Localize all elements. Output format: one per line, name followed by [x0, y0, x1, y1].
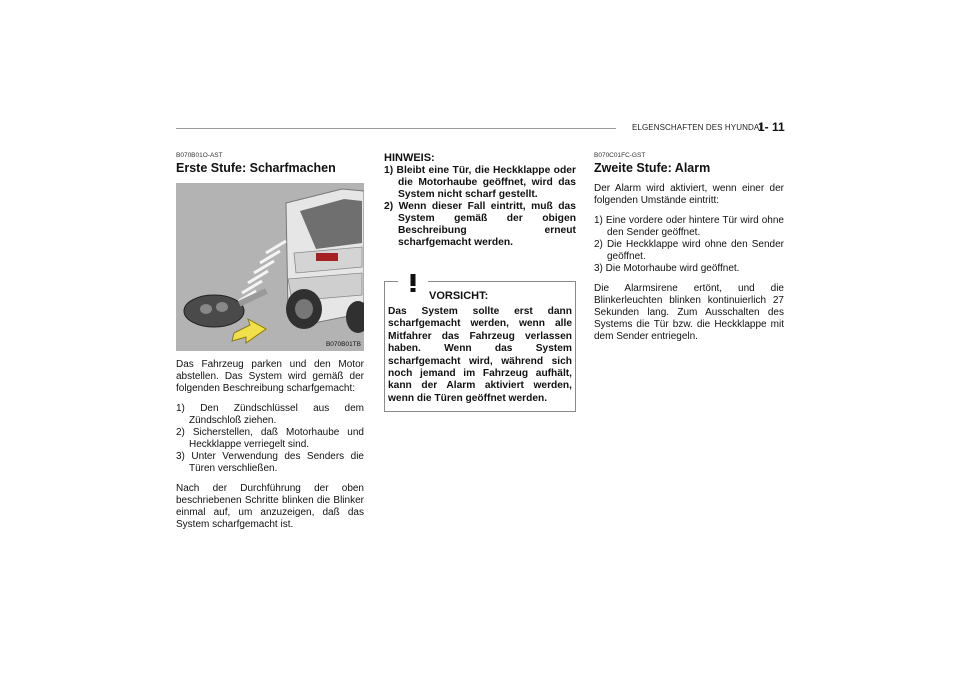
list-item: 1) Eine vordere oder hintere Tür wird ohne den Sender geöffnet. — [594, 215, 784, 238]
notes-list — [384, 165, 576, 249]
list-item: 2) Wenn dieser Fall eintritt, muß das System gemäß der obigen Beschreibung erneut scharfgemacht werden. — [384, 201, 576, 248]
figure-code: B070B01TB — [325, 341, 361, 348]
outro-paragraph: Die Alarmsirene ertönt, und die Blinkerleuchten blinken kontinuierlich 27 Sekunden lang. Zum Ausschalten des Systems die Tür bzw. die Heckklappe mit dem Sender entriegeln. — [594, 283, 784, 342]
arming-steps-list — [176, 403, 364, 475]
intro-paragraph: Der Alarm wird aktiviert, wenn einer der folgenden Umstände eintritt: — [594, 183, 784, 206]
caution-box — [384, 281, 576, 412]
list-item: 3) Die Motorhaube wird geöffnet. — [594, 263, 740, 274]
list-item: 1) Bleibt eine Tür, die Heckklappe oder die Motorhaube geöffnet, wird das System nicht scharf gestellt. — [384, 165, 576, 200]
intro-paragraph: Das Fahrzeug parken und den Motor abstellen. Das System wird gemäß der folgenden Beschreibung scharfgemacht: — [176, 359, 364, 394]
section-title: Zweite Stufe: Alarm — [594, 161, 711, 175]
left-column — [176, 152, 364, 539]
list-item: 3) Unter Verwendung des Senders die Türen verschließen. — [176, 451, 364, 474]
list-item: 1) Den Zündschlüssel aus dem Zündschloß ziehen. — [176, 403, 364, 426]
caution-text: Das System sollte erst dann scharfgemacht werden, wenn alle Mitfahrer das Fahrzeug verlassen haben. Wenn das System scharfgemacht wird, während sich noch jemand im Fahrzeug aufhält, kann der Alarm aktiviert werden, wenn die Türen geöffnet werden. — [388, 306, 572, 404]
outro-paragraph: Nach der Durchführung der oben beschriebenen Schritte blinken die Blinker einmal auf, um anzuzeigen, daß das System scharfgemacht ist. — [176, 483, 364, 530]
hatchback-rear-illustration — [176, 183, 364, 351]
header-section-title: ELGENSCHAFTEN DES HYUNDAI — [632, 123, 762, 132]
car-key-illustration — [176, 183, 364, 351]
list-item: 2) Sicherstellen, daß Motorhaube und Heckklappe verriegelt sind. — [176, 427, 364, 450]
header-rule — [176, 128, 616, 129]
list-item: 2) Die Heckklappe wird ohne den Sender geöffnet. — [594, 239, 784, 262]
note-title: HINWEIS: — [384, 152, 435, 164]
section-code: B070C01FC-GST — [594, 152, 646, 159]
caution-title: VORSICHT: — [429, 290, 489, 302]
page-number: 1- 11 — [758, 120, 785, 134]
right-column — [594, 152, 784, 351]
alarm-triggers-list — [594, 215, 784, 275]
section-code: B070B01O-AST — [176, 152, 223, 159]
section-title: Erste Stufe: Scharfmachen — [176, 161, 336, 175]
middle-column — [384, 152, 576, 412]
warning-triangle-icon — [398, 268, 428, 295]
